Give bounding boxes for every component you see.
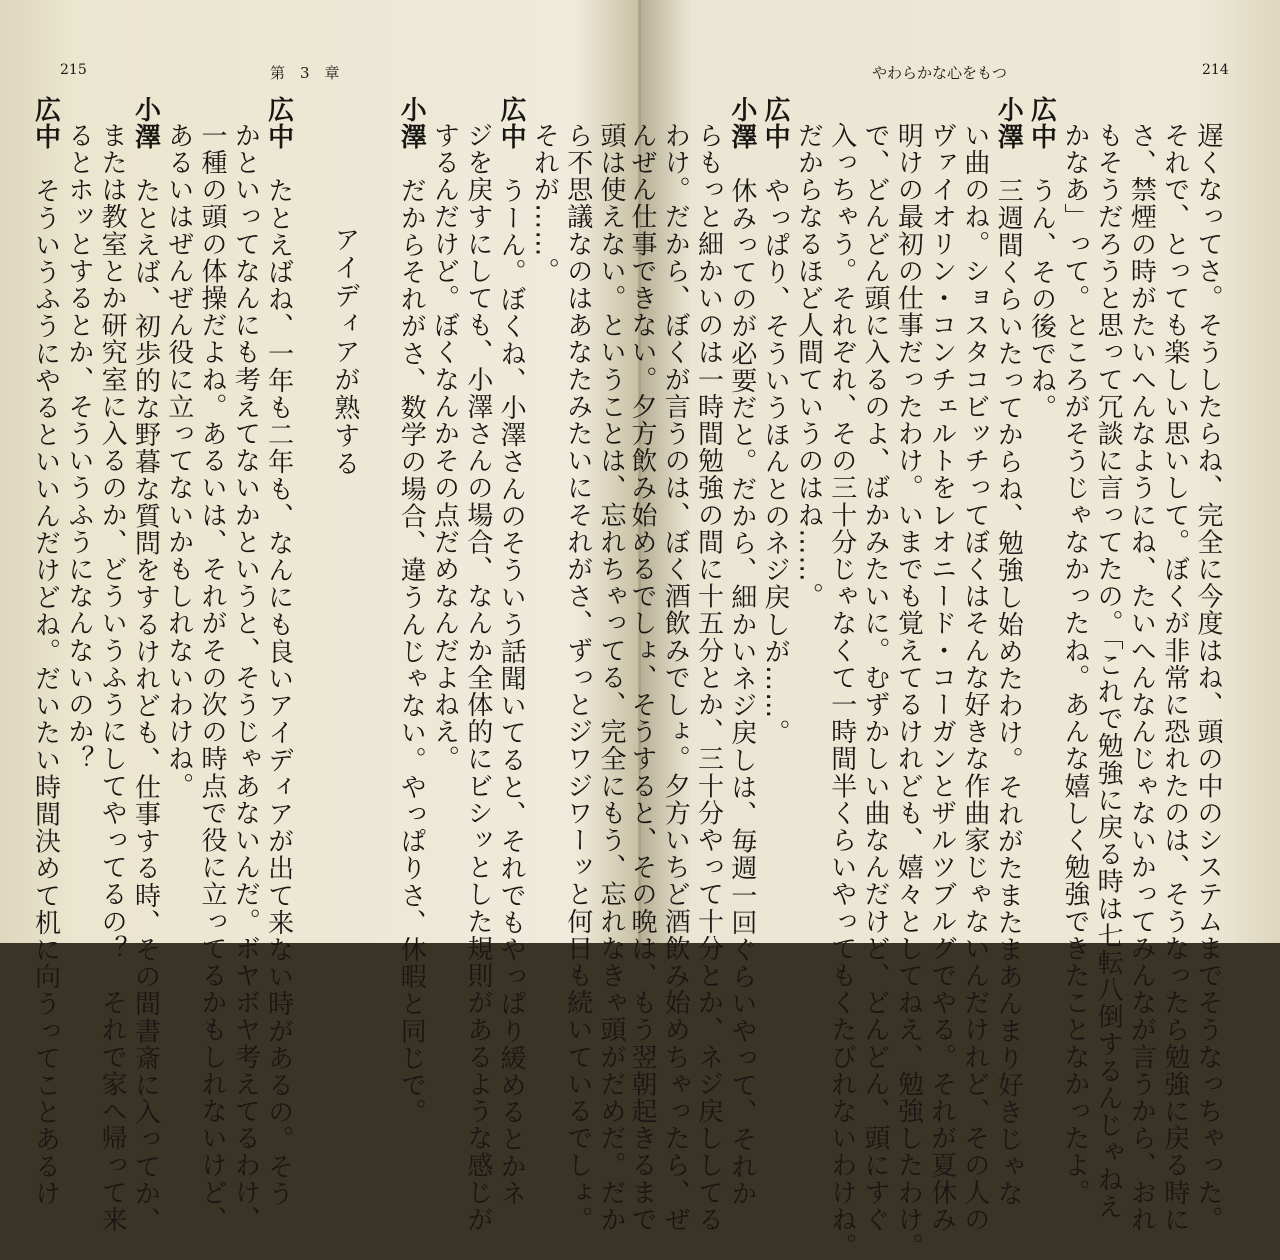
text-line: それで、とっても楽しい思いして。ぼくが非常に恐れたのは、そうなったら勉強に戻る時に [1159, 122, 1190, 1234]
speaker-name: 小澤 [993, 96, 1024, 151]
dialogue-text: 休みってのが必要だと。だから、細かいネジ戻しは、毎週一回ぐらいやって、それか [726, 177, 757, 1208]
left-page-number: 215 [60, 62, 87, 78]
text-line: んぜん仕事できない。夕方飲み始めるでしょ、そうすると、その晩は、もう翌朝起きるまで [626, 122, 657, 1234]
text-line: わけ。だから、ぼくが言うのは、ぼく酒飲みでしょ。夕方いちど酒飲み始めちゃったら、ぜ [660, 122, 691, 1234]
dialogue-line [725, 96, 758, 1208]
dialogue-line [28, 96, 61, 1208]
section-heading: アイディアが熟する [329, 226, 360, 478]
text-line: だからなるほど人間ていうのはね……。 [793, 122, 824, 610]
dialogue-line [494, 96, 527, 1208]
right-running-head: やわらかな心をもつ [872, 64, 1008, 82]
dialogue-text: やっぱり、そういうほんとのネジ戻しが……。 [760, 177, 791, 747]
dialogue-line [394, 96, 427, 1126]
text-line: らもっと細かいのは一時間勉強の間に十五分とか、三十分やって十分とか、ネジ戻ししてる [693, 122, 724, 1234]
text-line: 入っちゃう。それぞれ、その三十分じゃなくて一時間半くらいやってもくたびれないわけね。 [826, 122, 857, 1260]
blank-column [295, 96, 328, 896]
text-line: もそうだろうと思って冗談に言ってたの。「これで勉強に戻る時は七転八倒するんじゃねえ [1093, 122, 1124, 1221]
dialogue-line [1024, 96, 1057, 896]
text-line: ヴァイオリン・コンチェルトをレオニード・コーガンとザルツブルグでやる。それが夏休み [926, 122, 957, 1234]
dialogue-line [261, 96, 294, 1208]
speaker-name: 小澤 [130, 96, 161, 151]
left-page-body [27, 96, 627, 1235]
dialogue-text: うーん。ぼくね、小澤さんのそういう話聞いてると、それでもやっぱり緩めるとかネ [496, 177, 527, 1208]
right-page-number: 214 [1202, 62, 1229, 78]
dialogue-text: だからそれがさ、数学の場合、違うんじゃない。やっぱりさ、休暇と同じで。 [396, 177, 427, 1126]
speaker-name: 広中 [1026, 96, 1057, 151]
text-line: ジを戻すにしても、小澤さんの場合、なんか全体的にビシッとした規則があるような感じが [462, 122, 493, 1234]
blank-column [361, 96, 394, 896]
text-line: るとホッとするとか、そういうふうになんないのか？ [63, 122, 94, 773]
dialogue-text: 三週間くらいたってからね、勉強し始めたわけ。それがたまたまあんまり好きじゃな [993, 177, 1024, 1208]
left-page [0, 0, 638, 1235]
right-page [626, 0, 1280, 1260]
text-line: さ、禁煙の時がたいへんなようにね、たいへんなんじゃないかってみんなが言うから、おれ [1126, 122, 1157, 1234]
dialogue-line [128, 96, 161, 1235]
text-line: で、どんどん頭に入るのよ、ばかみたいに。むずかしい曲なんだけど、どんどん、頭にすぐ [860, 122, 891, 1234]
dialogue-text: たとえば、初歩的な野暮な質問をするけれども、仕事する時、その間書斎に入ってか、 [130, 177, 161, 1235]
text-line: 明けの最初の仕事だったわけ。いまでも覚えてるけれども、嬉々としてねえ、勉強したわけ。 [893, 122, 924, 1260]
speaker-name: 広中 [263, 96, 294, 151]
speaker-name: 広中 [760, 96, 791, 151]
speaker-name: 小澤 [726, 96, 757, 151]
text-line: 頭は使えない。ということは、忘れちゃってる、完全にもう、忘れなきゃ頭がだめだ。だか [596, 122, 626, 1234]
text-line: 一種の頭の体操だよね。あるいは、それがその次の時点で役に立ってるかもしれないけど、 [197, 122, 228, 1234]
dialogue-text: うん、その後でね。 [1026, 177, 1057, 422]
right-page-body [624, 96, 1224, 1260]
text-line: するんだけど。ぼくなんかその点だめなんだよねえ。 [429, 122, 460, 773]
text-line: それが……。 [529, 122, 560, 285]
speaker-name: 広中 [496, 96, 527, 151]
text-line: ら不思議なのはあなたみたいにそれがさ、ずっとジワジワーッと何日も続いているでしょ。 [562, 122, 593, 1234]
text-line: かなあ」って。ところがそうじゃなかったね。あんな嬉しく勉強できたことなかったよ。 [1059, 122, 1090, 1206]
speaker-name: 広中 [30, 96, 61, 151]
dialogue-line [991, 96, 1024, 1208]
text-line: かといってなんにも考えてないかというと、そうじゃあないんだ。ボヤボヤ考えてるわけ、 [230, 122, 261, 1234]
dialogue-text: そういうふうにやるといいんだけどね。だいたい時間決めて机に向うってことあるけ [30, 177, 61, 1208]
dialogue-text: たとえばね、一年も二年も、なんにも良いアイディアが出て来ない時があるの。そう [263, 177, 294, 1208]
text-line: 遅くなってさ。そうしたらね、完全に今度はね、頭の中のシステムまでそうなっちゃった。 [1193, 122, 1223, 1234]
speaker-name: 小澤 [396, 96, 427, 151]
dialogue-line [758, 96, 791, 896]
text-line: い曲のね。ショスタコビッチってぼくはそんな好きな作曲家じゃないんだけれど、その人の [959, 122, 990, 1234]
text-line: あるいはぜんぜん役に立ってないかもしれないわけね。 [163, 122, 194, 800]
left-running-head: 第 3 章 [270, 64, 340, 82]
text-line: または教室とか研究室に入るのか、どういうふうにしてやってるの？ それで家へ帰って来 [97, 122, 128, 1234]
